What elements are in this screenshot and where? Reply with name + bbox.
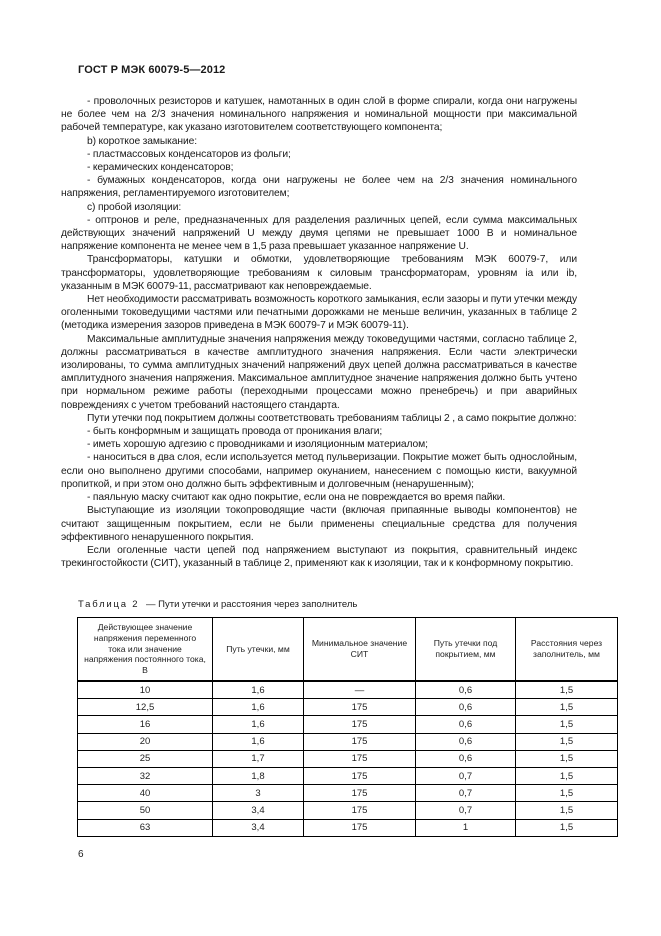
table-cell: 175 bbox=[304, 750, 416, 767]
table-row bbox=[78, 767, 618, 784]
page-header-title: ГОСТ Р МЭК 60079-5—2012 bbox=[78, 64, 226, 76]
table-row bbox=[78, 716, 618, 733]
paragraph: Если оголенные части цепей под напряжением выступают из покрытия, сравнительный индекс трекингостойкости (СИТ), указанный в таблице 2, применяют как к изоляции, так и к конформному покрытию. bbox=[61, 544, 577, 570]
column-header: Путь утечки, мм bbox=[213, 618, 304, 682]
table-row bbox=[78, 802, 618, 819]
table-cell: 20 bbox=[78, 733, 213, 750]
table-cell: 1,6 bbox=[213, 716, 304, 733]
table-cell: 1,5 bbox=[516, 802, 618, 819]
paragraph: b) короткое замыкание: bbox=[87, 135, 198, 147]
table-cell: 1,6 bbox=[213, 681, 304, 699]
table-cell: 12,5 bbox=[78, 699, 213, 716]
table-cell: 0,6 bbox=[416, 716, 516, 733]
table-cell: 175 bbox=[304, 699, 416, 716]
paragraph: - бумажных конденсаторов, когда они нагружены не более чем на 2/3 значения номинального напряжения, регламентируемого изготовителем; bbox=[61, 175, 577, 200]
table-row bbox=[78, 699, 618, 716]
table-cell: 1,5 bbox=[516, 819, 618, 836]
paragraph: - быть конформным и защищать провода от проникания влаги; bbox=[87, 426, 383, 438]
table-caption bbox=[78, 599, 357, 610]
paragraph: Пути утечки под покрытием должны соответствовать требованиям таблицы 2 , а само покрытие должно: bbox=[87, 412, 577, 424]
column-header: Минимальное значение СИТ bbox=[304, 618, 416, 682]
table-cell: 25 bbox=[78, 750, 213, 767]
paragraph: Трансформаторы, катушки и обмотки, удовлетворяющие требованиям МЭК 60079-7, или трансформаторы, удовлетворяющие требованиям к силовым трансформаторам, уровням ia или ib, указанным в МЭК 60079-11, рассматривают как неповреждаемые. bbox=[61, 254, 577, 292]
table-cell: 175 bbox=[304, 785, 416, 802]
table-cell: — bbox=[304, 681, 416, 699]
paragraph: - проволочных резисторов и катушек, намотанных в один слой в форме спирали, когда они нагружены не более чем на 2/3 значения номинального напряжения и номинальной мощности при максимальной рабочей температуре, как указано изготовителем соответствующего компонента; bbox=[61, 96, 577, 134]
table-cell: 32 bbox=[78, 767, 213, 784]
table-cell: 0,6 bbox=[416, 681, 516, 699]
table-cell: 16 bbox=[78, 716, 213, 733]
table-row bbox=[78, 819, 618, 836]
table-cell: 0,7 bbox=[416, 785, 516, 802]
table-cell: 175 bbox=[304, 733, 416, 750]
table-cell: 0,6 bbox=[416, 699, 516, 716]
table-cell: 1,5 bbox=[516, 716, 618, 733]
table-cell: 1,5 bbox=[516, 767, 618, 784]
table-cell: 175 bbox=[304, 767, 416, 784]
column-header: Путь утечки под покрытием, мм bbox=[416, 618, 516, 682]
paragraph: - керамических конденсаторов; bbox=[87, 162, 234, 174]
table-cell: 1,5 bbox=[516, 699, 618, 716]
table-cell: 3,4 bbox=[213, 802, 304, 819]
table-caption-text: — Пути утечки и расстояния через заполнитель bbox=[146, 599, 358, 610]
column-header: Расстояния через заполнитель, мм bbox=[516, 618, 618, 682]
table-cell: 175 bbox=[304, 802, 416, 819]
page-number: 6 bbox=[78, 849, 84, 860]
table-cell: 0,7 bbox=[416, 802, 516, 819]
table-cell: 1,6 bbox=[213, 733, 304, 750]
table-cell: 175 bbox=[304, 819, 416, 836]
paragraph: - пластмассовых конденсаторов из фольги; bbox=[87, 148, 291, 160]
table-cell: 1,6 bbox=[213, 699, 304, 716]
table-cell: 1,5 bbox=[516, 733, 618, 750]
table-cell: 175 bbox=[304, 716, 416, 733]
paragraph: c) пробой изоляции: bbox=[87, 201, 182, 213]
paragraph: Нет необходимости рассматривать возможность короткого замыкания, если зазоры и пути утечки между оголенными токоведущими частями или печатными дорожками не меньше величин, указанных в таблице 2 (методика измерения зазоров приведена в МЭК 60079-7 и МЭК 60079-11). bbox=[61, 294, 577, 332]
paragraph: - оптронов и реле, предназначенных для разделения различных цепей, если сумма максимальных действующих значений напряжений U между двумя цепями не превышает 1000 В и номинальное напряжение компонента не менее чем в 1,5 раза превышает указанное напряжение U. bbox=[61, 214, 577, 253]
table-cell: 1,8 bbox=[213, 767, 304, 784]
table-cell: 3,4 bbox=[213, 819, 304, 836]
paragraph: - иметь хорошую адгезию с проводниками и изоляционным материалом; bbox=[87, 439, 428, 451]
table-cell: 50 bbox=[78, 802, 213, 819]
table-2-creepage-distances bbox=[77, 617, 618, 837]
table-cell: 0,6 bbox=[416, 750, 516, 767]
table-cell: 1 bbox=[416, 819, 516, 836]
paragraph: - паяльную маску считают как одно покрытие, если она не повреждается во время пайки. bbox=[87, 492, 506, 504]
column-header: Действующее значение напряжения переменного тока или значение напряжения постоянного тока, В bbox=[78, 618, 213, 682]
paragraph: Выступающие из изоляции токопроводящие части (включая припаянные выводы компонентов) не считают защищенным покрытием, если не были применены специальные средства для получения эффективного ненарушенного покрытия. bbox=[61, 505, 577, 543]
document-body bbox=[61, 95, 577, 595]
table-cell: 1,7 bbox=[213, 750, 304, 767]
table-cell: 1,5 bbox=[516, 681, 618, 699]
table-cell: 0,7 bbox=[416, 767, 516, 784]
table-row bbox=[78, 750, 618, 767]
table-row bbox=[78, 785, 618, 802]
table-cell: 3 bbox=[213, 785, 304, 802]
paragraph: - наноситься в два слоя, если используется метод пульверизации. Покрытие может быть однослойным, если оно выполнено другими способами, например окунанием, нанесением с помощью кисти, вакуумной пропиткой, и при этом оно должно быть эффективным и долговечным (ненарушенным); bbox=[61, 452, 577, 490]
table-header-row bbox=[78, 618, 618, 682]
table-caption-label: Таблица 2 bbox=[78, 599, 140, 610]
table-cell: 63 bbox=[78, 819, 213, 836]
table-row bbox=[78, 681, 618, 699]
paragraph: Максимальные амплитудные значения напряжения между токоведущими частями, согласно таблице 2, должны рассматриваться в качестве амплитудного значения напряжения. Если части электрически изолированы, то сумма амплитудных значений напряжений двух цепей должна рассматриваться в качестве амплитудного значения напряжения. Максимальное амплитудное значение напряжения должно быть учтено при нормальном режиме работы (переходными процессами можно пренебречь) и при аварийных повреждениях с учетом требований настоящего стандарта. bbox=[61, 333, 577, 411]
table-cell: 0,6 bbox=[416, 733, 516, 750]
table-row bbox=[78, 733, 618, 750]
table-cell: 40 bbox=[78, 785, 213, 802]
table-cell: 1,5 bbox=[516, 750, 618, 767]
table-cell: 10 bbox=[78, 681, 213, 699]
table-cell: 1,5 bbox=[516, 785, 618, 802]
